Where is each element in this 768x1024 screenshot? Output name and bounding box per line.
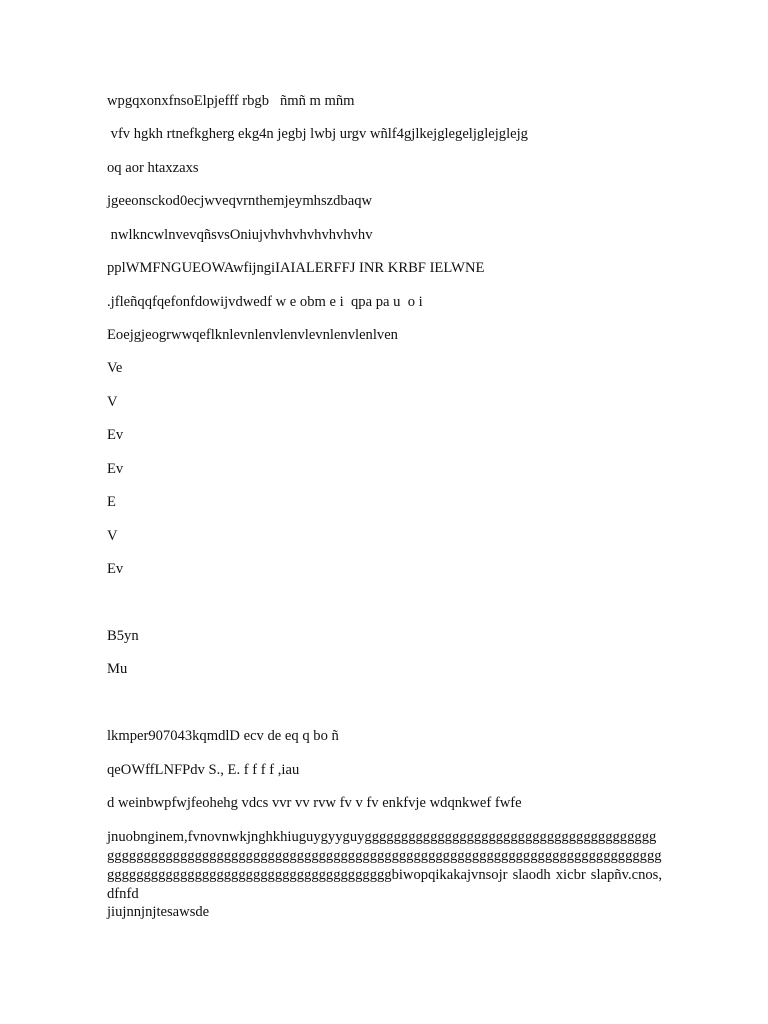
text-line: Ve [107,360,123,376]
text-line: B5yn [107,628,139,644]
text-line: vfv hgkh rtnefkgherg ekg4n jegbj lwbj urgv wñlf4gjlkejglegeljglejglejg [107,126,528,142]
text-line: Ev [107,427,124,443]
text-line: Eoejgjeogrwwqeflknlevnlenvlenvlevnlenvlenlven [107,327,398,343]
text-line: wpgqxonxfnsoElpjefff rbgb ñmñ m mñm [107,93,355,109]
text-line: Ev [107,561,124,577]
text-line: d weinbwpfwjfeohehg vdcs vvr vv rvw fv v fv enkfvje wdqnkwef fwfe [107,795,522,811]
text-line: .jfleñqqfqefonfdowijvdwedf w e obm e i qpa pa u o i [107,294,423,310]
text-line: pplWMFNGUEOWAwfijngiIAIALERFFJ INR KRBF IELWNE [107,260,485,276]
text-line: lkmper907043kqmdlD ecv de eq q bo ñ [107,728,339,744]
text-line: jgeeonsckod0ecjwveqvrnthemjeymhszdbaqw [107,193,373,209]
text-line: oq aor htaxzaxs [107,160,199,176]
text-line: Ev [107,461,124,477]
text-line: V [107,528,118,544]
text-line: nwlkncwlnvevqñsvsOniujvhvhvhvhvhvhvhv [107,227,373,243]
text-line: V [107,394,118,410]
long-paragraph: jnuobnginem,fvnovnwkjnghkhiuguygyyguygggggggggggggggggggggggggggggggggggggggggggggggggggggggggggggggggggggggggggggggggggggggggggggggggggggggggggggggggggggggggggggggggggggggggggggggggggggggggggbiwopqikakajvnsojr slaodh xicbr slapñv.cnos,dfnfd [107,829,662,902]
text-line: Mu [107,661,128,677]
text-line: qeOWffLNFPdv S., E. f f f f ,iau [107,762,300,778]
text-line: jiujnnjnjtesawsde [107,904,210,920]
text-line: E [107,494,116,510]
